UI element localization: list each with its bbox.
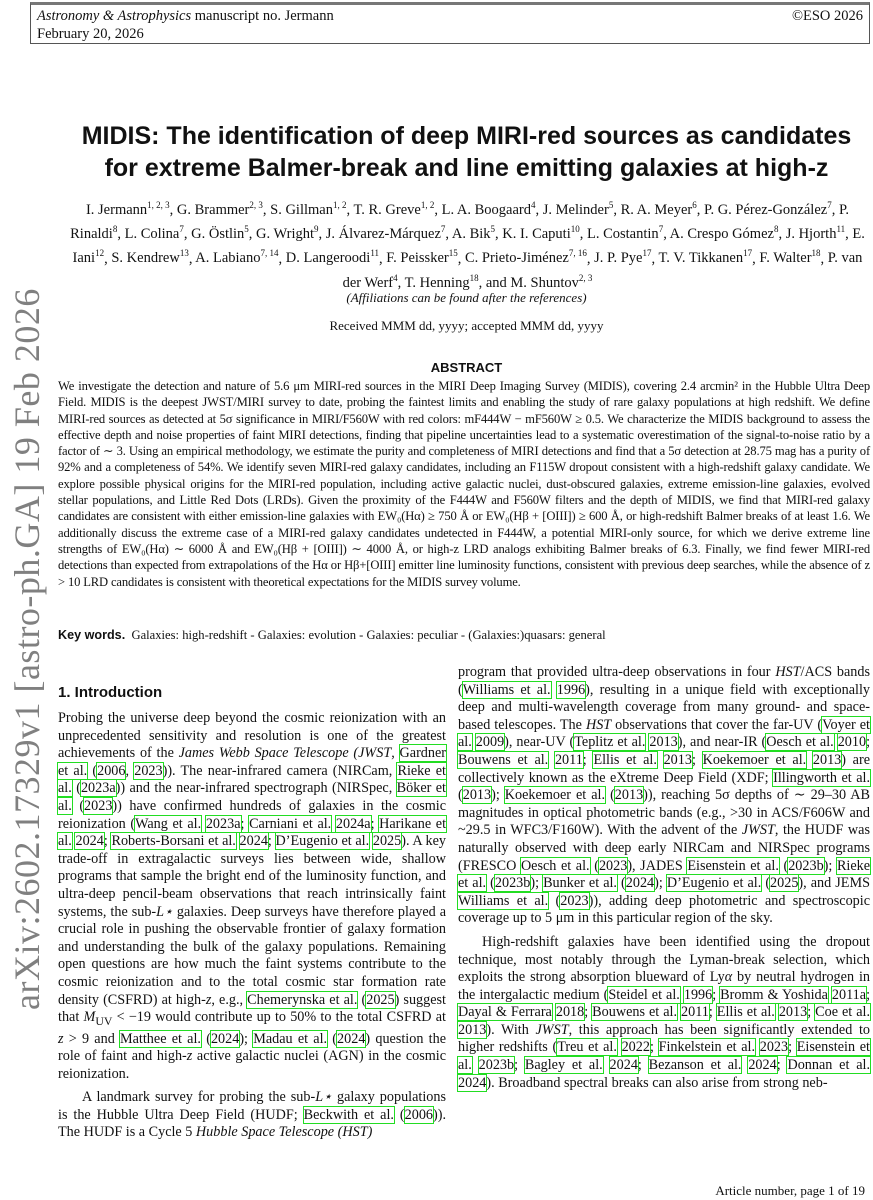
body-text: ;	[240, 815, 250, 832]
keywords-label: Key words.	[58, 628, 126, 642]
italic-text: L⋆	[315, 1089, 332, 1106]
keywords-text: Galaxies: high-redshift - Galaxies: evolution - Galaxies: peculiar - (Galaxies:)quasars: general	[131, 628, 606, 642]
body-text: , the HUDF was naturally observed with deep early NIRCam and NIRSpec programs (FRESCO	[458, 822, 870, 874]
citation-link[interactable]: 2022	[621, 1039, 650, 1056]
body-text: observations that cover the far-UV (	[611, 716, 823, 733]
italic-text: HST	[775, 664, 801, 680]
citation-link[interactable]: Harikane et al.	[58, 815, 447, 850]
citation-link[interactable]: 2006	[97, 762, 126, 779]
body-text	[806, 752, 813, 768]
author: T. Henning$^{18}$	[404, 272, 479, 291]
affiliation-index: 2, 3	[249, 200, 263, 210]
title-line-1: MIDIS: The identification of deep MIRI-red sources as candidates	[81, 122, 852, 150]
affiliation-index: 5	[490, 224, 496, 235]
citation-link[interactable]: D’Eugenio et al.	[666, 875, 762, 892]
citation-link[interactable]: Teplitz et al.	[574, 734, 646, 751]
body-text: , e.g.,	[211, 991, 248, 1008]
author: A. Crespo Gómez$^8$	[669, 224, 779, 243]
body-text: )) and the near-infrared spectrograph (NIRSpec,	[115, 780, 397, 797]
citation-link[interactable]: Gardner et al.	[58, 745, 447, 779]
author: P. van der Werf$^4$	[342, 250, 863, 291]
body-text: (	[357, 991, 367, 1008]
citation-link[interactable]: Eisenstein et al.	[458, 1039, 870, 1074]
citation-link[interactable]: Bromm & Yoshida	[720, 986, 828, 1003]
citation-link[interactable]: Steidel et al.	[608, 986, 680, 1003]
affiliation-index: 7	[658, 224, 664, 235]
author: J. Álvarez-Márquez$^7$	[325, 224, 446, 243]
body-text: galaxies. Deep surveys have therefore played a crucial role in pushing the observable frontier of galaxy formation and understanding the bulk of the galaxy populations. Remaining open questions are how much the faint systems contribute to the cosmic reionization and to the total cosmic star formation rate density (CSFRD) at high-	[58, 903, 446, 1008]
body-text: galaxy populations is the Hubble Ultra Deep Field (HUDF;	[58, 1089, 446, 1123]
affiliation-index: 7, 14	[260, 248, 279, 259]
citation-link[interactable]: 2013	[649, 734, 678, 751]
author: A. Bik$^5$	[451, 224, 496, 243]
body-text: ), JADES	[627, 857, 688, 874]
citation-link[interactable]: 2025	[372, 833, 402, 850]
citation-link[interactable]: 2024	[748, 1057, 777, 1074]
body-text: ,	[391, 745, 400, 762]
body-text: ;	[691, 751, 703, 768]
body-text	[472, 1057, 479, 1073]
author: L. Costantin$^7$	[586, 224, 664, 243]
author: S. Kendrew$^{13}$	[111, 248, 189, 267]
author: G. Brammer$^{2, 3}$	[176, 200, 263, 218]
body-text: )), reaching 5σ depths of ∼ 29–30 AB magnitudes in optical photometric bands (e.g., >30 in ACS/F606W and ~29.5 in WFC3/F160W). With the advent of the	[458, 787, 871, 839]
body-text	[657, 752, 664, 768]
abstract-text: We investigate the detection and nature of 5.6 μm MIRI-red sources in the MIRI Deep Imaging Survey (MIDIS), covering 2.4 arcmin² in the Hubble Ultra Deep Field. MIDIS is the deepest JWST/MIRI survey to date, probing the faintest limits and enabling the study of rare galaxy populations at high redshift. We define MIRI-red sources as detected at 5σ significance in MIRI/F560W with red colors: mF444W − mF560W ≥ 0.5. We characterize the MIDIS background to assess the effective depth and noise properties of faint MIRI detections, finding that pipeline uncertainties lead to a systematic overestimation of the signal-to-noise ratio by a factor of ∼ 3. Using an empirical methodology, we estimate the purity and completeness of MIRI detections and find that a 5σ detection at 28.75 mag has a purity of 92% and a completeness of 54%. We identify seven MIRI-red galaxy candidates, including an F115W dropout consistent with a high-redshift galaxy candidate. We explore possible physical origins for the MIRI-red population, including active galactic nuclei, dust-obscured galaxies, extreme emission-line galaxies, evolved stellar populations, and Little Red Dots (LRDs). Given the proximity of the F444W and F560W filters and the depth of MIDIS, we find that MIRI-red galaxy candidates are consistent with either emission-line galaxies with EW₀(Hα) ≥ 750 Å or EW₀(Hβ + [OIII]) ≥ 600 Å, or high-redshift Balmer breaks of at least 1.6. We additionally discuss the extreme case of a MIRI-red galaxy candidates undetected in F444W, a potential MIRI-only source, for which we derive extreme line strengths of EW₀(Hα) ∼ 6000 Å and EW₀(Hβ + [OIII]) ∼ 4000 Å, or high-z LRD analogs exhibiting Balmer breaks of 6.3. Finally, we find fewer MIRI-red detections than expected from extrapolations of the Hα or Hβ+[OIII] emitter line luminosity functions, consistent with previous deep searches, while the absence of z > 10 LRD candidates is consistent with theoretical expectations for the MIDIS survey volume.	[58, 379, 870, 589]
body-text: (	[486, 875, 495, 892]
body-text: (	[605, 787, 615, 804]
affiliation-index: 7, 16	[568, 248, 587, 259]
author: E. Iani$^{12}$	[72, 226, 865, 267]
citation-link[interactable]: 2006	[404, 1106, 433, 1123]
body-text: (	[393, 1106, 405, 1123]
citation-link[interactable]: 2024	[239, 833, 268, 850]
citation-link[interactable]: 2023	[134, 762, 163, 779]
citation-link[interactable]: Coe et al.	[815, 1004, 871, 1021]
body-text: (	[200, 1030, 211, 1047]
affiliation-index: 18	[469, 272, 479, 283]
body-text: (	[327, 1030, 338, 1047]
citation-link[interactable]: Ellis et al.	[716, 1004, 775, 1021]
journal-name: Astronomy & Astrophysics	[37, 8, 192, 24]
affiliation-index: 15	[448, 248, 458, 259]
citation-link[interactable]: 1996	[683, 986, 713, 1003]
section-heading: 1. Introduction	[58, 684, 163, 701]
citation-link[interactable]: 2023b	[788, 857, 824, 874]
paragraph	[458, 934, 870, 1092]
body-text: program that provided ultra-deep observations in four	[458, 664, 776, 680]
author: F. Peissker$^{15}$	[386, 248, 458, 267]
body-text: ). Broadband spectral breaks can also arise from strong neb-	[486, 1074, 828, 1091]
citation-link[interactable]: 2023	[84, 797, 113, 814]
citation-link[interactable]: 2024a	[335, 815, 371, 832]
header-left	[37, 7, 334, 43]
citation-link[interactable]: 2010	[837, 734, 867, 751]
citation-link[interactable]: Chemerynska et al.	[247, 991, 358, 1008]
citation-link[interactable]: Bouwens et al.	[592, 1004, 677, 1021]
author: J. Melinder$^5$	[542, 200, 614, 218]
italic-text: M	[83, 1009, 96, 1026]
body-text: ;	[776, 1057, 788, 1074]
citation-link[interactable]: 2025	[770, 875, 799, 892]
italic-text: JWST	[535, 1021, 569, 1038]
body-text: High-redshift galaxies have been identified using the dropout technique, most notably through the Lyman-break selection, which exploits the strong absorption blueward of Ly	[458, 933, 870, 986]
body-text: ;	[708, 1004, 717, 1021]
affiliation-index: 7	[827, 200, 832, 210]
author-list: I. Jermann$^{1, 2, 3}$, G. Brammer$^{2, 3}$, S. Gillman$^{1, 2}$, T. R. Greve$^{1, 2}$, L. A. Boogaard$^4$, J. Melinder$^5$, R. A. Meyer$^6$, P. G. Pérez-González$^7$, P. Rinaldi$^8$, L. Colina$^7$, G. Östlin$^5$, G. Wright$^9$, J. Álvarez-Márquez$^7$, A. Bik$^5$, K. I. Caputi$^{10}$, L. Costantin$^7$, A. Crespo Gómez$^8$, J. Hjorth$^{11}$, E. Iani$^{12}$, S. Kendrew$^{13}$, A. Labiano$^{7, 14}$, D. Langeroodi$^{11}$, F. Peissker$^{15}$, C. Prieto-Jiménez$^{7, 16}$, J. P. Pye$^{17}$, T. V. Tikkanen$^{17}$, F. Walter$^{18}$, P. van der Werf$^4$, T. Henning$^{18}$, and M. Shuntov$^{2, 3}$	[70, 200, 865, 291]
author: P. Rinaldi$^8$	[70, 201, 850, 243]
body-text: (	[616, 875, 626, 892]
affiliation-index: 7	[179, 224, 184, 235]
citation-link[interactable]: 2013	[614, 787, 644, 804]
citation-link[interactable]: D’Eugenio et al.	[275, 833, 370, 850]
affiliation-index: 11	[836, 224, 846, 235]
body-text: ) suggest that	[58, 991, 446, 1026]
body-text: > 9 and	[63, 1030, 121, 1047]
author: and M. Shuntov$^{2, 3}$	[485, 272, 593, 291]
author: J. P. Pye$^{17}$	[594, 248, 652, 267]
author: P. G. Pérez-González$^7$	[704, 200, 832, 218]
citation-link[interactable]: Carniani et al.	[249, 815, 332, 832]
affiliation-index: 1, 2, 3	[147, 200, 170, 210]
body-text: ;	[582, 751, 594, 768]
citation-link[interactable]: 2023a	[80, 780, 116, 797]
body-text: ), and near-IR (	[677, 734, 767, 751]
body-text: A landmark survey for probing the sub-	[82, 1089, 316, 1106]
citation-link[interactable]: Rieke et al.	[458, 857, 871, 892]
author: G. Wright$^9$	[256, 224, 319, 243]
affiliation-index: 17	[743, 248, 753, 259]
body-text: ). A key trade-off in extragalactic surveys lies between wide, shallow programs that sample the bright end of the luminosity function, and ultra-deep pencil-beam observations that reach intrinsically faint systems, the sub-	[58, 833, 447, 920]
abstract-heading: ABSTRACT	[430, 360, 503, 375]
citation-link[interactable]: Matthee et al.	[120, 1030, 201, 1047]
citation-link[interactable]: 2024	[337, 1030, 366, 1047]
italic-text: James Webb Space Telescope (JWST	[178, 745, 392, 762]
affiliation-index: 4	[393, 272, 398, 283]
header-date: February 20, 2026	[37, 26, 144, 42]
body-text: (	[458, 787, 463, 804]
body-text: ) question the role of faint and high-	[58, 1030, 446, 1065]
citation-link[interactable]: 2024	[210, 1030, 240, 1047]
italic-text: z	[186, 1048, 193, 1065]
body-text: ), and JEMS	[798, 875, 870, 892]
paragraph	[458, 664, 870, 928]
citation-link[interactable]: 2023	[560, 892, 589, 909]
italic-text: HST	[585, 716, 612, 733]
body-text: ;	[788, 1039, 797, 1056]
affiliation-index: 5	[244, 224, 249, 235]
body-text: ;	[637, 1057, 649, 1074]
citation-link[interactable]: 2025	[366, 991, 395, 1008]
italic-text: z	[58, 1030, 64, 1047]
body-text: (	[548, 892, 561, 909]
body-text: < −19 would contribute up to 50% to the total CSFRD at	[112, 1009, 446, 1026]
body-text: ;	[514, 1057, 525, 1074]
copyright: ©ESO 2026	[791, 8, 863, 24]
citation-link[interactable]: Williams et al.	[458, 892, 549, 909]
body-text: ;	[866, 986, 871, 1003]
title-line-2: for extreme Balmer-break and line emitting galaxies at high-z	[104, 154, 829, 182]
author: L. Colina$^7$	[124, 224, 184, 243]
italic-text: α	[724, 969, 733, 986]
citation-link[interactable]: 2023	[759, 1039, 789, 1056]
citation-link[interactable]: Böker et al.	[58, 780, 446, 814]
body-text: ;	[370, 815, 380, 832]
body-text: );	[654, 875, 667, 892]
citation-link[interactable]: Treu et al.	[557, 1039, 617, 1056]
citation-link[interactable]: Madau et al.	[253, 1030, 328, 1047]
citation-link[interactable]: 2011	[554, 751, 583, 768]
body-text: ;	[649, 1039, 659, 1056]
body-text	[603, 1057, 610, 1073]
citation-link[interactable]: Oesch et al.	[766, 734, 834, 751]
citation-link[interactable]: Finkelstein et al.	[658, 1039, 756, 1056]
citation-link[interactable]: Williams et al.	[462, 681, 551, 698]
body-text: )). The HUDF is a Cycle 5	[58, 1106, 446, 1141]
citation-link[interactable]: 2024	[458, 1074, 487, 1091]
journal-header	[30, 2, 870, 44]
body-text: );	[530, 875, 544, 892]
citation-link[interactable]: Roberts-Borsani et al.	[111, 833, 236, 850]
affiliation-index: 7	[440, 224, 446, 235]
affiliation-index: 18	[811, 248, 821, 259]
italic-text: L⋆	[156, 903, 173, 920]
citation-link[interactable]: 2024	[609, 1057, 638, 1074]
affiliation-index: 8	[773, 224, 779, 235]
body-text: /ACS bands (	[458, 664, 870, 698]
affiliation-index: 8	[112, 224, 118, 235]
citation-link[interactable]: Rieke et al.	[58, 762, 446, 797]
citation-link[interactable]: 2013	[462, 787, 492, 804]
affiliation-index: 2, 3	[578, 272, 593, 283]
affiliation-index: 6	[692, 200, 697, 210]
body-text	[551, 682, 557, 698]
body-text: ;	[267, 833, 276, 850]
citation-link[interactable]: Dayal & Ferrara	[458, 1004, 552, 1021]
paper-title	[60, 120, 873, 184]
affiliation-index: 1, 2	[420, 200, 435, 210]
citation-link[interactable]: 2011a	[831, 986, 867, 1003]
right-column	[458, 664, 870, 1092]
body-text: ;	[584, 1004, 593, 1021]
citation-link[interactable]: 2023b	[494, 875, 531, 892]
citation-link[interactable]: Bouwens et al.	[458, 751, 549, 768]
left-column	[58, 710, 446, 1142]
body-text: (	[589, 857, 599, 874]
body-text: by neutral hydrogen in the intergalactic medium (	[458, 969, 870, 1003]
citation-link[interactable]: Wang et al.	[135, 815, 202, 832]
citation-link[interactable]: Beckwith et al.	[303, 1106, 394, 1123]
body-text	[236, 833, 240, 849]
body-text	[617, 1039, 622, 1055]
citation-link[interactable]: Oesch et al.	[520, 857, 590, 874]
paragraph	[58, 1089, 446, 1142]
page-footer: Article number, page 1 of 19	[715, 1183, 865, 1198]
citation-link[interactable]: Voyer et al.	[458, 716, 870, 751]
author: I. Jermann$^{1, 2, 3}$	[85, 200, 170, 218]
citation-link[interactable]: 2013	[663, 751, 692, 768]
affiliation-index: 12	[95, 248, 105, 259]
citation-link[interactable]: Donnan et al.	[787, 1057, 871, 1074]
arxiv-stamp[interactable]: arXiv:2602.17329v1 [astro-ph.GA] 19 Feb 2026	[7, 288, 47, 1010]
body-text: ). With	[486, 1021, 536, 1038]
citation-link[interactable]: Eisenstein et al.	[687, 857, 779, 874]
citation-link[interactable]: Bezanson et al.	[648, 1057, 742, 1074]
affiliations-note: (Affiliations can be found after the references)	[346, 290, 587, 305]
body-text: ;	[712, 986, 721, 1003]
body-text: )), adding deep photometric and spectroscopic coverage up to 5 μm in this particular region of the sky.	[458, 892, 870, 927]
body-text: Probing the universe deep beyond the cosmic reionization with an unprecedented sensitivity and resolution is one of the greatest achievements of the	[58, 710, 446, 762]
body-text: );	[491, 787, 505, 804]
italic-text: JWST	[741, 822, 775, 839]
body-text: ) are collectively known as the eXtreme Deep Field (XDF;	[458, 751, 871, 786]
affiliation-index: 13	[179, 248, 189, 259]
subscript: UV	[95, 1013, 113, 1028]
body-text: (	[71, 780, 81, 797]
body-text: ;	[103, 833, 112, 850]
body-text: (	[87, 762, 98, 779]
body-text: ,	[125, 762, 135, 779]
affiliation-index: 17	[642, 248, 652, 259]
affiliation-index: 9	[314, 224, 319, 235]
author: S. Gillman$^{1, 2}$	[270, 200, 347, 218]
received-dates: Received MMM dd, yyyy; accepted MMM dd, yyyy	[329, 318, 604, 333]
citation-link[interactable]: Bunker et al.	[543, 875, 617, 892]
citation-link[interactable]: 2023a	[205, 815, 241, 832]
paragraph	[58, 710, 446, 1083]
citation-link[interactable]: 2024	[75, 833, 104, 850]
author: C. Prieto-Jiménez$^{7, 16}$	[464, 248, 587, 267]
citation-link[interactable]: 2023	[598, 857, 628, 874]
body-text: (	[778, 857, 789, 874]
body-text: (	[761, 875, 771, 892]
affiliation-index: 11	[370, 248, 379, 259]
body-text: ;	[866, 734, 871, 751]
italic-text: z	[205, 991, 212, 1008]
author: L. A. Boogaard$^4$	[441, 200, 536, 218]
body-text	[548, 752, 555, 768]
affiliation-index: 5	[608, 200, 614, 210]
author: R. A. Meyer$^6$	[620, 200, 697, 218]
citation-link[interactable]: 2013	[778, 1004, 808, 1021]
author: T. V. Tikkanen$^{17}$	[658, 248, 753, 267]
affiliation-index: 10	[570, 224, 580, 235]
citation-link[interactable]: 2013	[458, 1021, 487, 1038]
body-text: );	[239, 1030, 254, 1047]
body-text: active galactic nuclei (AGN) in the cosmic reionization.	[58, 1048, 446, 1082]
citation-link[interactable]: 2013	[812, 751, 842, 768]
body-text: );	[823, 857, 837, 874]
author: J. Hjorth$^{11}$	[785, 224, 846, 243]
author: D. Langeroodi$^{11}$	[285, 248, 379, 267]
author: A. Labiano$^{7, 14}$	[195, 248, 279, 267]
keywords	[58, 628, 870, 643]
author: G. Östlin$^5$	[191, 224, 249, 243]
body-text: (	[71, 797, 85, 814]
body-text: ), resulting in a unique field with exceptionally deep and multi-wavelength coverage from many ground- and space-based telescopes. The	[458, 681, 871, 733]
affiliation-index: 1, 2	[332, 200, 347, 210]
citation-link[interactable]: 2018	[555, 1004, 585, 1021]
citation-link[interactable]: 2011	[681, 1004, 709, 1021]
author: K. I. Caputi$^{10}$	[502, 224, 580, 243]
body-text: ;	[807, 1004, 816, 1021]
citation-link[interactable]: 1996	[556, 681, 586, 698]
citation-link[interactable]: 2009	[475, 734, 505, 751]
body-text: )) have confirmed hundreds of galaxies in the cosmic reionization (	[58, 797, 446, 832]
citation-link[interactable]: 2024	[625, 875, 655, 892]
citation-link[interactable]: Illingworth et al.	[773, 769, 870, 786]
body-text: )). The near-infrared camera (NIRCam,	[162, 762, 398, 779]
manuscript-label: manuscript no. Jermann	[191, 8, 334, 24]
italic-text: Hubble Space Telescope (HST)	[195, 1124, 373, 1141]
author: F. Walter$^{18}$	[759, 248, 821, 267]
citation-link[interactable]: 2023b	[478, 1057, 515, 1074]
citation-link[interactable]: Koekemoer et al.	[702, 751, 807, 768]
body-text: , this approach has been significantly extended to higher redshifts (	[458, 1021, 870, 1056]
author: T. R. Greve$^{1, 2}$	[353, 200, 435, 218]
citation-link[interactable]: Bagley et al.	[524, 1057, 603, 1074]
citation-link[interactable]: Ellis et al.	[593, 751, 657, 768]
body-text: ), near-UV (	[504, 734, 575, 751]
affiliation-index: 4	[531, 200, 536, 210]
citation-link[interactable]: Koekemoer et al.	[504, 787, 606, 804]
